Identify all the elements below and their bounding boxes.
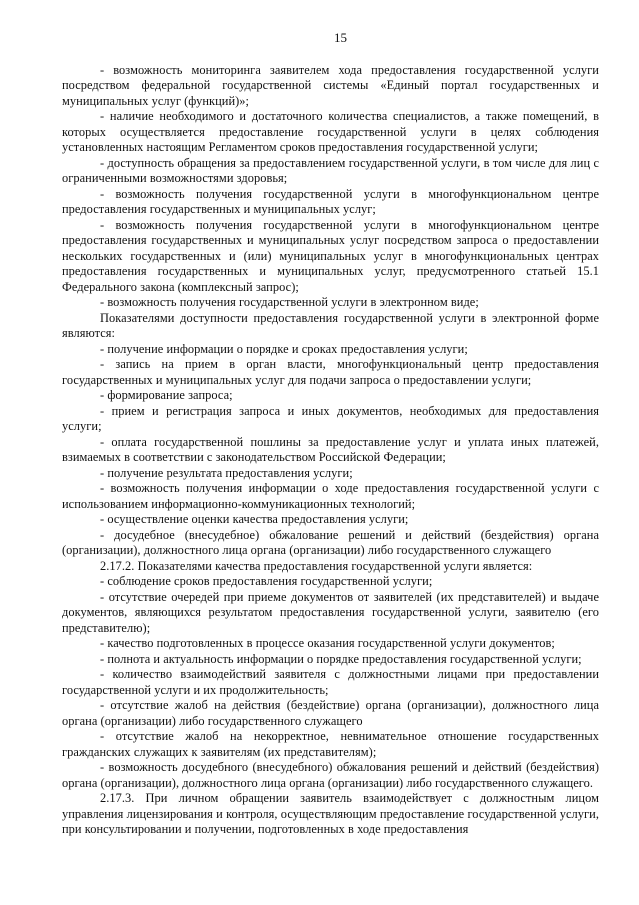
paragraph: - досудебное (внесудебное) обжалование решений и действий (бездействия) органа (организации), должностного лица органа (организации) либо государственного служащего: [62, 527, 599, 557]
paragraph: - возможность получения информации о ходе предоставления государственной услуги с использованием информационно-коммуникационных технологий;: [62, 481, 599, 511]
paragraph: - прием и регистрация запроса и иных документов, необходимых для предоставления услуги;: [62, 403, 599, 433]
paragraph: - возможность получения государственной услуги в многофункциональном центре предоставления государственных и муниципальных услуг;: [62, 186, 599, 216]
page-number: 15: [333, 30, 348, 45]
paragraph: - соблюдение сроков предоставления государственной услуги;: [100, 574, 433, 588]
paragraph: - наличие необходимого и достаточного количества специалистов, а также помещений, в которых осуществляется предоставление государственной услуги в целях соблюдения установленных настоящим Регламентом сроков предоставления государственной услуги;: [62, 109, 599, 154]
document-page: [62, 30, 599, 838]
section-heading-paragraph: 2.17.2. Показателями качества предоставления государственной услуги является:: [100, 558, 533, 573]
paragraph: - возможность получения государственной услуги в электронном виде;: [100, 295, 479, 309]
paragraph: - запись на прием в орган власти, многофункциональный центр предоставления государственных и муниципальных услуг для подачи запроса о предоставлении услуги;: [62, 357, 599, 387]
paragraph: - получение результата предоставления услуги;: [100, 465, 353, 480]
paragraph: - доступность обращения за предоставлением государственной услуги, в том числе для лиц с ограниченными возможностями здоровья;: [62, 155, 599, 185]
section-heading-paragraph: 2.17.3. При личном обращении заявитель взаимодействует с должностным лицом управления лицензирования и контроля, осуществляющим предоставление государственной услуги, при консультировании и получении, подготовленных в ходе предоставления: [62, 791, 599, 836]
paragraph: - получение информации о порядке и сроках предоставления услуги;: [100, 341, 468, 356]
paragraph: - оплата государственной пошлины за предоставление услуг и уплата иных платежей, взимаемых в соответствии с законодательством Российской Федерации;: [62, 434, 599, 464]
paragraph: - полнота и актуальность информации о порядке предоставления государственной услуги;: [100, 651, 582, 666]
document-body: [62, 63, 599, 838]
paragraph: - количество взаимодействий заявителя с должностными лицами при предоставлении государственной услуги и их продолжительность;: [62, 667, 599, 697]
paragraph: - отсутствие жалоб на действия (бездействие) органа (организации), должностного лица органа (организации) либо государственного служащего: [62, 698, 599, 728]
paragraph: - качество подготовленных в процессе оказания государственной услуги документов;: [100, 636, 555, 650]
paragraph: - осуществление оценки качества предоставления услуги;: [100, 512, 409, 526]
paragraph: Показателями доступности предоставления государственной услуги в электронной форме являются:: [62, 310, 599, 340]
paragraph: - возможность мониторинга заявителем хода предоставления государственной услуги посредством федеральной государственной системы «Единый портал государственных и муниципальных услуг (функций)»;: [62, 62, 599, 108]
paragraph: - возможность получения государственной услуги в многофункциональном центре предоставления государственных и муниципальных услуг посредством запроса о предоставлении нескольких государственных и (или) муниципальных услуг в многофункциональных центрах предоставления государственных и муниципальных услуг, предусмотренного статьей 15.1 Федерального закона (комплексный запрос);: [62, 217, 599, 294]
paragraph: - возможность досудебного (внесудебного) обжалования решений и действий (бездействия) органа (организации), должностного лица органа (организации) либо государственного служащего.: [62, 760, 599, 790]
paragraph: - отсутствие очередей при приеме документов от заявителей (их представителей) и выдаче документов, являющихся результатом предоставления государственной услуги, заявителю (его представителю);: [62, 589, 599, 635]
paragraph: - формирование запроса;: [100, 388, 233, 402]
paragraph: - отсутствие жалоб на некорректное, невнимательное отношение государственных гражданских служащих к заявителям (их представителям);: [62, 729, 599, 759]
